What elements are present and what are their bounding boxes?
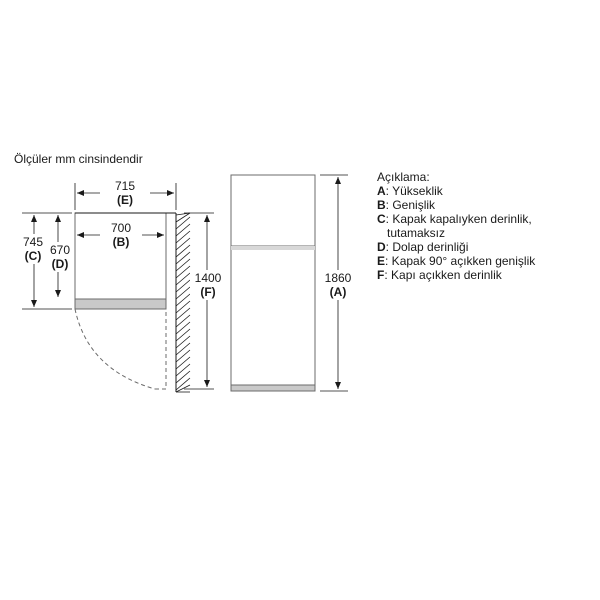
hatch-line: [176, 266, 190, 278]
hatch-line: [176, 231, 190, 243]
wall-hatching: [176, 213, 190, 392]
hatch-line: [176, 329, 190, 341]
fridge-body: [231, 175, 315, 391]
top-view: [14, 178, 226, 392]
hatch-line: [176, 301, 190, 313]
door-swing-arc: [75, 309, 155, 389]
dim-e-key: (E): [117, 193, 133, 207]
unit-note: Ölçüler mm cinsindendir: [14, 152, 143, 166]
hatch-line: [176, 322, 190, 334]
hatch-line: [176, 259, 190, 271]
dim-b-value: 700: [110, 221, 132, 235]
dim-d-value: 670: [49, 243, 71, 257]
dim-d-key: (D): [51, 257, 69, 271]
legend-item: E: Kapak 90° açıkken genişlik: [377, 254, 536, 268]
hatch-line: [176, 273, 190, 285]
divider-band: [231, 246, 315, 250]
dim-f-key: (F): [200, 285, 216, 299]
hatch-line: [176, 315, 190, 327]
legend-item: C: Kapak kapalıyken derinlik,: [377, 212, 532, 226]
hatch-line: [176, 308, 190, 320]
dim-b-key: (B): [112, 235, 130, 249]
hatch-line: [176, 217, 190, 229]
dim-e-value: 715: [114, 179, 136, 193]
door-open-outline: [155, 309, 166, 389]
hatch-line: [176, 371, 190, 383]
legend-item: B: Genişlik: [377, 198, 436, 212]
hatch-line: [176, 350, 190, 362]
base-plinth: [231, 385, 315, 391]
legend-item: F: Kapı açıkken derinlik: [377, 268, 502, 282]
legend-item: tutamaksız: [387, 226, 446, 240]
hatch-line: [176, 287, 190, 299]
legend: [377, 170, 535, 282]
dim-a-value: 1860: [324, 271, 352, 285]
dim-a-key: (A): [329, 285, 347, 299]
dim-c-value: 745: [22, 235, 44, 249]
legend-item: A: Yükseklik: [377, 184, 443, 198]
front-view: [231, 175, 358, 391]
hatch-line: [176, 252, 190, 264]
dim-f-value: 1400: [194, 271, 222, 285]
hatch-line: [176, 343, 190, 355]
hatch-line: [176, 238, 190, 250]
legend-title: Açıklama:: [377, 170, 430, 184]
hatch-line: [176, 357, 190, 369]
hatch-line: [176, 245, 190, 257]
hatch-line: [176, 364, 190, 376]
door-panel: [75, 299, 166, 309]
hatch-line: [176, 280, 190, 292]
dim-c-key: (C): [24, 249, 42, 263]
hatch-line: [176, 294, 190, 306]
hatch-line: [176, 224, 190, 236]
hatch-line: [176, 336, 190, 348]
legend-item: D: Dolap derinliği: [377, 240, 469, 254]
